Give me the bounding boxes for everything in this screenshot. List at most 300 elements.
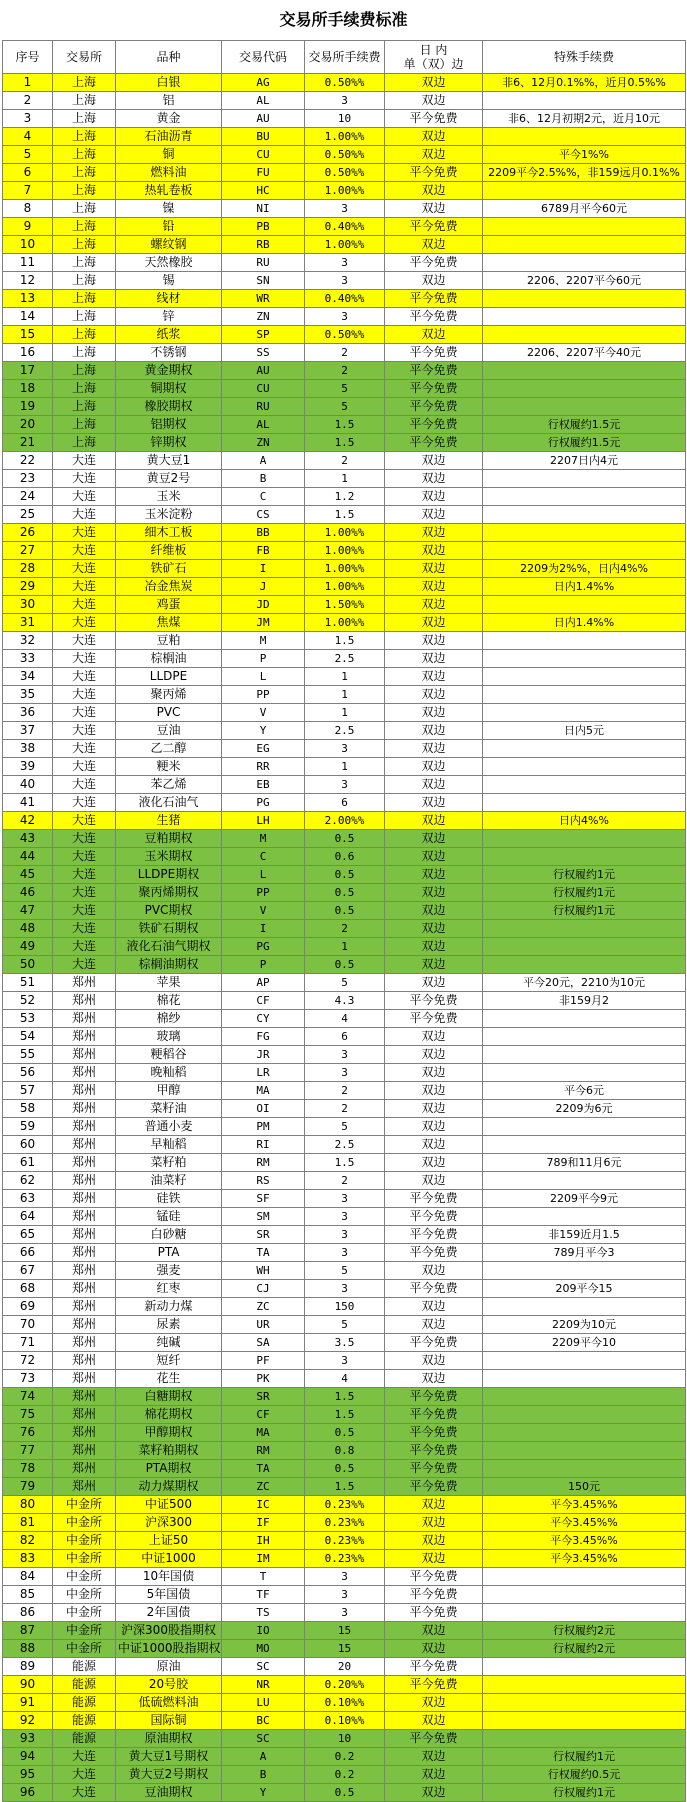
cell-fee[interactable]: 10 xyxy=(305,1730,385,1748)
cell-seq[interactable]: 94 xyxy=(3,1748,53,1766)
cell-special[interactable] xyxy=(483,1676,686,1694)
cell-product[interactable]: 新动力煤 xyxy=(116,1298,222,1316)
cell-fee[interactable]: 3 xyxy=(305,1352,385,1370)
cell-special[interactable]: 2209平今10 xyxy=(483,1334,686,1352)
cell-code[interactable]: I xyxy=(222,560,305,578)
cell-product[interactable]: 粳米 xyxy=(116,758,222,776)
cell-special[interactable] xyxy=(483,1568,686,1586)
cell-code[interactable]: NR xyxy=(222,1676,305,1694)
cell-intraday[interactable]: 平今免费 xyxy=(385,110,483,128)
cell-fee[interactable]: 1.00%% xyxy=(305,614,385,632)
cell-code[interactable]: PG xyxy=(222,938,305,956)
cell-special[interactable] xyxy=(483,1424,686,1442)
cell-intraday[interactable]: 平今免费 xyxy=(385,1406,483,1424)
cell-seq[interactable]: 70 xyxy=(3,1316,53,1334)
cell-seq[interactable]: 95 xyxy=(3,1766,53,1784)
cell-exchange[interactable]: 大连 xyxy=(53,866,116,884)
cell-fee[interactable]: 0.50%% xyxy=(305,326,385,344)
cell-seq[interactable]: 62 xyxy=(3,1172,53,1190)
cell-fee[interactable]: 3 xyxy=(305,1568,385,1586)
cell-product[interactable]: PTA期权 xyxy=(116,1460,222,1478)
cell-product[interactable]: 黄大豆1 xyxy=(116,452,222,470)
cell-exchange[interactable]: 大连 xyxy=(53,776,116,794)
cell-seq[interactable]: 57 xyxy=(3,1082,53,1100)
cell-fee[interactable]: 0.5 xyxy=(305,1460,385,1478)
cell-code[interactable]: L xyxy=(222,668,305,686)
cell-fee[interactable]: 3 xyxy=(305,1064,385,1082)
cell-code[interactable]: RU xyxy=(222,398,305,416)
cell-seq[interactable]: 73 xyxy=(3,1370,53,1388)
cell-code[interactable]: IF xyxy=(222,1514,305,1532)
cell-product[interactable]: 10年国债 xyxy=(116,1568,222,1586)
cell-special[interactable] xyxy=(483,362,686,380)
cell-special[interactable]: 209平今15 xyxy=(483,1280,686,1298)
cell-special[interactable] xyxy=(483,1370,686,1388)
cell-special[interactable] xyxy=(483,1136,686,1154)
cell-intraday[interactable]: 双边 xyxy=(385,74,483,92)
cell-intraday[interactable]: 双边 xyxy=(385,1064,483,1082)
cell-fee[interactable]: 5 xyxy=(305,1118,385,1136)
cell-seq[interactable]: 77 xyxy=(3,1442,53,1460)
cell-intraday[interactable]: 平今免费 xyxy=(385,1586,483,1604)
cell-code[interactable]: BU xyxy=(222,128,305,146)
cell-code[interactable]: Y xyxy=(222,722,305,740)
cell-code[interactable]: IM xyxy=(222,1550,305,1568)
cell-intraday[interactable]: 双边 xyxy=(385,200,483,218)
cell-special[interactable] xyxy=(483,506,686,524)
cell-seq[interactable]: 43 xyxy=(3,830,53,848)
cell-exchange[interactable]: 大连 xyxy=(53,614,116,632)
cell-exchange[interactable]: 郑州 xyxy=(53,1424,116,1442)
cell-product[interactable]: 苯乙烯 xyxy=(116,776,222,794)
cell-product[interactable]: 锡 xyxy=(116,272,222,290)
cell-intraday[interactable]: 双边 xyxy=(385,128,483,146)
cell-exchange[interactable]: 大连 xyxy=(53,506,116,524)
cell-code[interactable]: MO xyxy=(222,1640,305,1658)
cell-product[interactable]: 尿素 xyxy=(116,1316,222,1334)
cell-seq[interactable]: 61 xyxy=(3,1154,53,1172)
cell-special[interactable]: 2206、2207平今40元 xyxy=(483,344,686,362)
cell-fee[interactable]: 3 xyxy=(305,776,385,794)
cell-product[interactable]: LLDPE xyxy=(116,668,222,686)
cell-code[interactable]: C xyxy=(222,488,305,506)
cell-intraday[interactable]: 双边 xyxy=(385,578,483,596)
cell-intraday[interactable]: 平今免费 xyxy=(385,1424,483,1442)
cell-exchange[interactable]: 大连 xyxy=(53,920,116,938)
cell-exchange[interactable]: 郑州 xyxy=(53,1082,116,1100)
cell-intraday[interactable]: 双边 xyxy=(385,632,483,650)
cell-exchange[interactable]: 大连 xyxy=(53,596,116,614)
cell-special[interactable]: 行权履约1元 xyxy=(483,902,686,920)
cell-seq[interactable]: 35 xyxy=(3,686,53,704)
cell-product[interactable]: 白银 xyxy=(116,74,222,92)
cell-product[interactable]: PVC期权 xyxy=(116,902,222,920)
cell-product[interactable]: 黄金 xyxy=(116,110,222,128)
cell-intraday[interactable]: 双边 xyxy=(385,794,483,812)
cell-seq[interactable]: 12 xyxy=(3,272,53,290)
cell-product[interactable]: 5年国债 xyxy=(116,1586,222,1604)
cell-intraday[interactable]: 平今免费 xyxy=(385,362,483,380)
cell-fee[interactable]: 1.5 xyxy=(305,416,385,434)
cell-special[interactable] xyxy=(483,920,686,938)
cell-exchange[interactable]: 郑州 xyxy=(53,1244,116,1262)
cell-exchange[interactable]: 大连 xyxy=(53,830,116,848)
cell-intraday[interactable]: 双边 xyxy=(385,326,483,344)
cell-seq[interactable]: 22 xyxy=(3,452,53,470)
cell-intraday[interactable]: 双边 xyxy=(385,236,483,254)
cell-seq[interactable]: 52 xyxy=(3,992,53,1010)
cell-seq[interactable]: 80 xyxy=(3,1496,53,1514)
cell-code[interactable]: RI xyxy=(222,1136,305,1154)
cell-special[interactable]: 非6、12月初期2元，近月10元 xyxy=(483,110,686,128)
cell-exchange[interactable]: 郑州 xyxy=(53,1100,116,1118)
cell-intraday[interactable]: 双边 xyxy=(385,1082,483,1100)
cell-seq[interactable]: 30 xyxy=(3,596,53,614)
cell-seq[interactable]: 23 xyxy=(3,470,53,488)
cell-intraday[interactable]: 双边 xyxy=(385,722,483,740)
cell-code[interactable]: EB xyxy=(222,776,305,794)
cell-product[interactable]: 早籼稻 xyxy=(116,1136,222,1154)
cell-exchange[interactable]: 郑州 xyxy=(53,1154,116,1172)
cell-fee[interactable]: 3 xyxy=(305,254,385,272)
cell-special[interactable]: 非6、12月0.1%%，近月0.5%% xyxy=(483,74,686,92)
cell-special[interactable] xyxy=(483,254,686,272)
cell-fee[interactable]: 0.5 xyxy=(305,1784,385,1802)
cell-product[interactable]: 原油期权 xyxy=(116,1730,222,1748)
cell-product[interactable]: 细木工板 xyxy=(116,524,222,542)
cell-fee[interactable]: 3 xyxy=(305,1586,385,1604)
cell-code[interactable]: SA xyxy=(222,1334,305,1352)
cell-fee[interactable]: 1.5 xyxy=(305,434,385,452)
cell-intraday[interactable]: 平今免费 xyxy=(385,1568,483,1586)
cell-code[interactable]: AL xyxy=(222,92,305,110)
cell-seq[interactable]: 26 xyxy=(3,524,53,542)
cell-product[interactable]: 鸡蛋 xyxy=(116,596,222,614)
cell-fee[interactable]: 2.5 xyxy=(305,722,385,740)
cell-fee[interactable]: 0.50%% xyxy=(305,146,385,164)
cell-product[interactable]: LLDPE期权 xyxy=(116,866,222,884)
cell-seq[interactable]: 63 xyxy=(3,1190,53,1208)
cell-exchange[interactable]: 上海 xyxy=(53,74,116,92)
cell-intraday[interactable]: 双边 xyxy=(385,1514,483,1532)
cell-exchange[interactable]: 大连 xyxy=(53,956,116,974)
cell-code[interactable]: PK xyxy=(222,1370,305,1388)
cell-code[interactable]: SP xyxy=(222,326,305,344)
cell-fee[interactable]: 0.23%% xyxy=(305,1496,385,1514)
cell-product[interactable]: 沪深300股指期权 xyxy=(116,1622,222,1640)
cell-exchange[interactable]: 上海 xyxy=(53,182,116,200)
cell-product[interactable]: 菜籽油 xyxy=(116,1100,222,1118)
cell-special[interactable] xyxy=(483,686,686,704)
cell-fee[interactable]: 4.3 xyxy=(305,992,385,1010)
cell-fee[interactable]: 1.5 xyxy=(305,1406,385,1424)
cell-fee[interactable]: 1.5 xyxy=(305,506,385,524)
cell-seq[interactable]: 66 xyxy=(3,1244,53,1262)
cell-code[interactable]: L xyxy=(222,866,305,884)
cell-product[interactable]: 热轧卷板 xyxy=(116,182,222,200)
cell-intraday[interactable]: 双边 xyxy=(385,1028,483,1046)
cell-special[interactable] xyxy=(483,938,686,956)
cell-seq[interactable]: 84 xyxy=(3,1568,53,1586)
cell-exchange[interactable]: 大连 xyxy=(53,560,116,578)
cell-exchange[interactable]: 大连 xyxy=(53,578,116,596)
cell-exchange[interactable]: 上海 xyxy=(53,110,116,128)
cell-intraday[interactable]: 双边 xyxy=(385,560,483,578)
cell-intraday[interactable]: 双边 xyxy=(385,1622,483,1640)
cell-special[interactable] xyxy=(483,1406,686,1424)
cell-code[interactable]: CS xyxy=(222,506,305,524)
cell-special[interactable]: 非159月2 xyxy=(483,992,686,1010)
cell-product[interactable]: 白砂糖 xyxy=(116,1226,222,1244)
cell-fee[interactable]: 0.6 xyxy=(305,848,385,866)
cell-product[interactable]: 甲醇 xyxy=(116,1082,222,1100)
cell-fee[interactable]: 15 xyxy=(305,1640,385,1658)
cell-exchange[interactable]: 大连 xyxy=(53,686,116,704)
cell-intraday[interactable]: 平今免费 xyxy=(385,992,483,1010)
cell-seq[interactable]: 1 xyxy=(3,74,53,92)
cell-product[interactable]: 锌 xyxy=(116,308,222,326)
cell-product[interactable]: 铁矿石 xyxy=(116,560,222,578)
cell-special[interactable] xyxy=(483,326,686,344)
cell-product[interactable]: 聚丙烯期权 xyxy=(116,884,222,902)
cell-code[interactable]: FU xyxy=(222,164,305,182)
cell-code[interactable]: WH xyxy=(222,1262,305,1280)
cell-code[interactable]: PB xyxy=(222,218,305,236)
cell-seq[interactable]: 56 xyxy=(3,1064,53,1082)
cell-intraday[interactable]: 平今免费 xyxy=(385,1676,483,1694)
cell-code[interactable]: HC xyxy=(222,182,305,200)
cell-exchange[interactable]: 能源 xyxy=(53,1658,116,1676)
cell-fee[interactable]: 0.23%% xyxy=(305,1532,385,1550)
cell-fee[interactable]: 0.50%% xyxy=(305,164,385,182)
cell-intraday[interactable]: 双边 xyxy=(385,92,483,110)
cell-exchange[interactable]: 中金所 xyxy=(53,1640,116,1658)
cell-product[interactable]: 中证500 xyxy=(116,1496,222,1514)
cell-special[interactable]: 日内4%% xyxy=(483,812,686,830)
cell-intraday[interactable]: 平今免费 xyxy=(385,434,483,452)
cell-seq[interactable]: 9 xyxy=(3,218,53,236)
cell-product[interactable]: 不锈钢 xyxy=(116,344,222,362)
cell-intraday[interactable]: 双边 xyxy=(385,506,483,524)
cell-fee[interactable]: 6 xyxy=(305,794,385,812)
cell-intraday[interactable]: 双边 xyxy=(385,704,483,722)
cell-seq[interactable]: 4 xyxy=(3,128,53,146)
cell-fee[interactable]: 5 xyxy=(305,380,385,398)
cell-product[interactable]: 白糖期权 xyxy=(116,1388,222,1406)
cell-code[interactable]: SF xyxy=(222,1190,305,1208)
cell-fee[interactable]: 1.00%% xyxy=(305,236,385,254)
cell-intraday[interactable]: 双边 xyxy=(385,1154,483,1172)
cell-seq[interactable]: 49 xyxy=(3,938,53,956)
cell-intraday[interactable]: 双边 xyxy=(385,1496,483,1514)
cell-special[interactable]: 日内1.4%% xyxy=(483,614,686,632)
cell-code[interactable]: IH xyxy=(222,1532,305,1550)
cell-fee[interactable]: 3 xyxy=(305,1190,385,1208)
cell-intraday[interactable]: 双边 xyxy=(385,1298,483,1316)
cell-product[interactable]: 普通小麦 xyxy=(116,1118,222,1136)
cell-special[interactable] xyxy=(483,1730,686,1748)
cell-seq[interactable]: 74 xyxy=(3,1388,53,1406)
cell-code[interactable]: AU xyxy=(222,110,305,128)
cell-fee[interactable]: 0.2 xyxy=(305,1766,385,1784)
cell-fee[interactable]: 0.2 xyxy=(305,1748,385,1766)
cell-exchange[interactable]: 大连 xyxy=(53,650,116,668)
cell-fee[interactable]: 2 xyxy=(305,1082,385,1100)
cell-exchange[interactable]: 中金所 xyxy=(53,1496,116,1514)
cell-fee[interactable]: 0.40%% xyxy=(305,290,385,308)
cell-exchange[interactable]: 上海 xyxy=(53,92,116,110)
cell-special[interactable] xyxy=(483,542,686,560)
cell-product[interactable]: 铜期权 xyxy=(116,380,222,398)
cell-fee[interactable]: 0.5 xyxy=(305,902,385,920)
cell-fee[interactable]: 3 xyxy=(305,1046,385,1064)
cell-product[interactable]: 锰硅 xyxy=(116,1208,222,1226)
cell-intraday[interactable]: 双边 xyxy=(385,884,483,902)
cell-special[interactable]: 行权履约1元 xyxy=(483,1784,686,1802)
cell-special[interactable] xyxy=(483,668,686,686)
cell-intraday[interactable]: 平今免费 xyxy=(385,1442,483,1460)
cell-intraday[interactable]: 双边 xyxy=(385,1748,483,1766)
cell-fee[interactable]: 3 xyxy=(305,1604,385,1622)
cell-fee[interactable]: 1.00%% xyxy=(305,128,385,146)
cell-product[interactable]: 燃料油 xyxy=(116,164,222,182)
cell-seq[interactable]: 19 xyxy=(3,398,53,416)
cell-seq[interactable]: 29 xyxy=(3,578,53,596)
cell-intraday[interactable]: 双边 xyxy=(385,1370,483,1388)
cell-fee[interactable]: 6 xyxy=(305,1028,385,1046)
cell-exchange[interactable]: 郑州 xyxy=(53,1262,116,1280)
cell-intraday[interactable]: 平今免费 xyxy=(385,398,483,416)
cell-seq[interactable]: 76 xyxy=(3,1424,53,1442)
cell-special[interactable] xyxy=(483,776,686,794)
cell-product[interactable]: 镍 xyxy=(116,200,222,218)
cell-exchange[interactable]: 郑州 xyxy=(53,1046,116,1064)
cell-exchange[interactable]: 上海 xyxy=(53,146,116,164)
cell-seq[interactable]: 40 xyxy=(3,776,53,794)
cell-fee[interactable]: 1.00%% xyxy=(305,578,385,596)
cell-intraday[interactable]: 双边 xyxy=(385,938,483,956)
cell-seq[interactable]: 32 xyxy=(3,632,53,650)
cell-intraday[interactable]: 平今免费 xyxy=(385,1604,483,1622)
cell-special[interactable]: 行权履约2元 xyxy=(483,1622,686,1640)
cell-seq[interactable]: 81 xyxy=(3,1514,53,1532)
cell-code[interactable]: V xyxy=(222,704,305,722)
cell-intraday[interactable]: 平今免费 xyxy=(385,1334,483,1352)
cell-intraday[interactable]: 双边 xyxy=(385,1550,483,1568)
cell-seq[interactable]: 79 xyxy=(3,1478,53,1496)
cell-fee[interactable]: 1.2 xyxy=(305,488,385,506)
cell-seq[interactable]: 87 xyxy=(3,1622,53,1640)
cell-seq[interactable]: 72 xyxy=(3,1352,53,1370)
cell-special[interactable] xyxy=(483,1658,686,1676)
cell-special[interactable] xyxy=(483,1712,686,1730)
cell-product[interactable]: 棕榈油期权 xyxy=(116,956,222,974)
cell-product[interactable]: 铝期权 xyxy=(116,416,222,434)
cell-special[interactable] xyxy=(483,1694,686,1712)
cell-fee[interactable]: 1.5 xyxy=(305,632,385,650)
cell-exchange[interactable]: 上海 xyxy=(53,236,116,254)
cell-fee[interactable]: 0.23%% xyxy=(305,1550,385,1568)
cell-code[interactable]: OI xyxy=(222,1100,305,1118)
cell-code[interactable]: PP xyxy=(222,884,305,902)
cell-intraday[interactable]: 双边 xyxy=(385,614,483,632)
cell-exchange[interactable]: 上海 xyxy=(53,362,116,380)
cell-fee[interactable]: 2.00%% xyxy=(305,812,385,830)
cell-product[interactable]: 豆粕 xyxy=(116,632,222,650)
cell-special[interactable] xyxy=(483,398,686,416)
cell-seq[interactable]: 34 xyxy=(3,668,53,686)
cell-special[interactable]: 行权履约1.5元 xyxy=(483,434,686,452)
cell-product[interactable]: 硅铁 xyxy=(116,1190,222,1208)
cell-special[interactable] xyxy=(483,182,686,200)
cell-exchange[interactable]: 大连 xyxy=(53,1784,116,1802)
cell-product[interactable]: 上证50 xyxy=(116,1532,222,1550)
cell-seq[interactable]: 88 xyxy=(3,1640,53,1658)
cell-code[interactable]: SM xyxy=(222,1208,305,1226)
cell-special[interactable]: 行权履约1元 xyxy=(483,884,686,902)
cell-exchange[interactable]: 大连 xyxy=(53,632,116,650)
cell-intraday[interactable]: 双边 xyxy=(385,776,483,794)
cell-special[interactable]: 平今1%% xyxy=(483,146,686,164)
cell-intraday[interactable]: 双边 xyxy=(385,470,483,488)
cell-exchange[interactable]: 大连 xyxy=(53,542,116,560)
cell-product[interactable]: 原油 xyxy=(116,1658,222,1676)
cell-code[interactable]: RR xyxy=(222,758,305,776)
cell-intraday[interactable]: 平今免费 xyxy=(385,290,483,308)
cell-special[interactable]: 2209为2%%，日内4%% xyxy=(483,560,686,578)
cell-exchange[interactable]: 郑州 xyxy=(53,1172,116,1190)
cell-intraday[interactable]: 平今免费 xyxy=(385,164,483,182)
cell-product[interactable]: 焦煤 xyxy=(116,614,222,632)
cell-code[interactable]: ZN xyxy=(222,434,305,452)
cell-intraday[interactable]: 双边 xyxy=(385,740,483,758)
cell-exchange[interactable]: 郑州 xyxy=(53,1118,116,1136)
cell-fee[interactable]: 1.00%% xyxy=(305,524,385,542)
cell-intraday[interactable]: 双边 xyxy=(385,1694,483,1712)
cell-special[interactable] xyxy=(483,758,686,776)
cell-product[interactable]: 棉花期权 xyxy=(116,1406,222,1424)
cell-fee[interactable]: 150 xyxy=(305,1298,385,1316)
cell-intraday[interactable]: 双边 xyxy=(385,1712,483,1730)
cell-intraday[interactable]: 平今免费 xyxy=(385,1730,483,1748)
cell-special[interactable]: 行权履约1.5元 xyxy=(483,416,686,434)
cell-special[interactable]: 行权履约0.5元 xyxy=(483,1766,686,1784)
cell-product[interactable]: 生猪 xyxy=(116,812,222,830)
cell-code[interactable]: Y xyxy=(222,1784,305,1802)
cell-code[interactable]: CU xyxy=(222,380,305,398)
cell-exchange[interactable]: 郑州 xyxy=(53,1370,116,1388)
cell-fee[interactable]: 10 xyxy=(305,110,385,128)
cell-special[interactable]: 平今20元，2210为10元 xyxy=(483,974,686,992)
cell-exchange[interactable]: 上海 xyxy=(53,308,116,326)
cell-special[interactable]: 平今3.45%% xyxy=(483,1550,686,1568)
cell-exchange[interactable]: 大连 xyxy=(53,902,116,920)
cell-fee[interactable]: 3 xyxy=(305,1280,385,1298)
cell-special[interactable] xyxy=(483,1208,686,1226)
cell-intraday[interactable]: 平今免费 xyxy=(385,1010,483,1028)
cell-product[interactable]: 晚籼稻 xyxy=(116,1064,222,1082)
cell-seq[interactable]: 83 xyxy=(3,1550,53,1568)
cell-product[interactable]: 强麦 xyxy=(116,1262,222,1280)
cell-exchange[interactable]: 能源 xyxy=(53,1694,116,1712)
cell-exchange[interactable]: 郑州 xyxy=(53,1226,116,1244)
cell-seq[interactable]: 6 xyxy=(3,164,53,182)
cell-intraday[interactable]: 双边 xyxy=(385,956,483,974)
cell-intraday[interactable]: 双边 xyxy=(385,452,483,470)
cell-product[interactable]: PTA xyxy=(116,1244,222,1262)
cell-intraday[interactable]: 平今免费 xyxy=(385,1460,483,1478)
cell-exchange[interactable]: 中金所 xyxy=(53,1622,116,1640)
